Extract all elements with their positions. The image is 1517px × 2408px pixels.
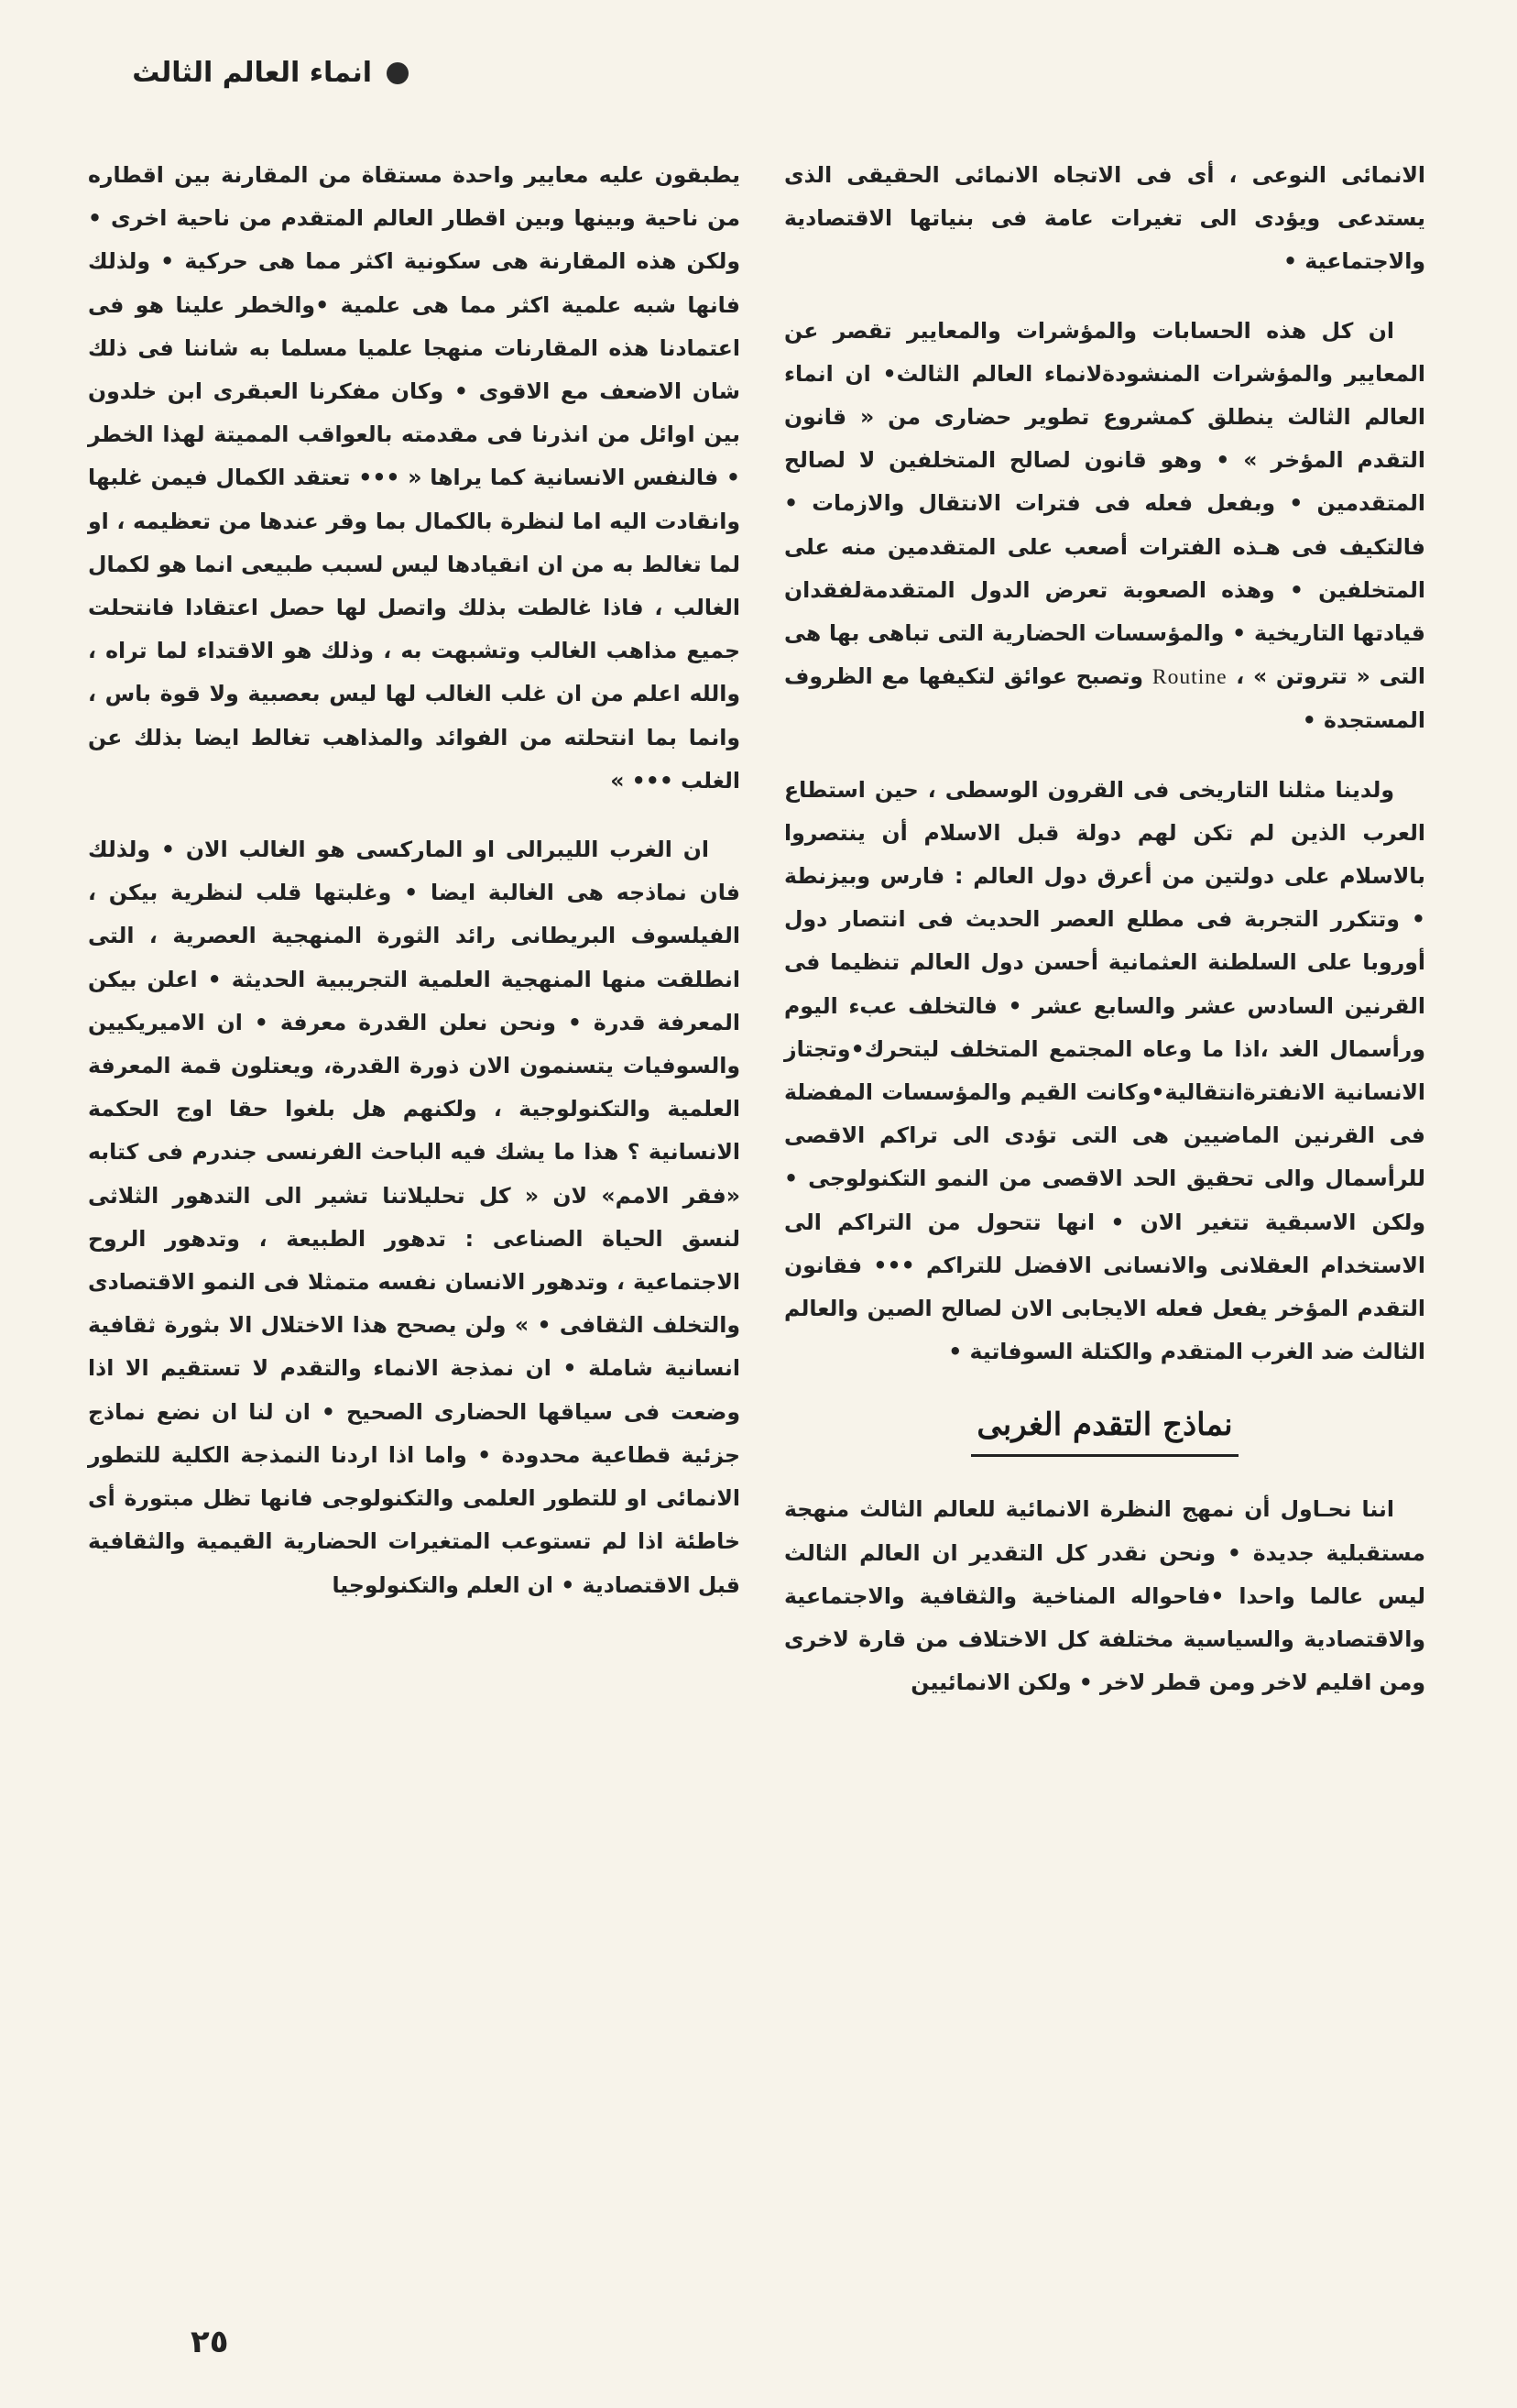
- paragraph: ان الغرب الليبرالى او الماركسى هو الغالب الان • ولذلك فان نماذجه هى الغالبة ايضا • وغلبتها قلب لنظرية بيكن ، الفيلسوف البريطانى رائد الثورة المنهجية العصرية ، التى انطلقت منها المنهجية العلمية التجريبية الحديثة • اعلن بيكن المعرفة قدرة • ونحن نعلن القدرة معرفة • ان الاميريكيين والسوفيات يتسنمون الان ذورة القدرة، ويعتلون قمة المعرفة العلمية والتكنولوجية ، ولكنهم هل بلغوا حقا اوج الحكمة الانسانية ؟ هذا ما يشك فيه الباحث الفرنسى جندرم فى كتابه «فقر الامم» لان « كل تحليلاتنا تشير الى التدهور الثلاثى لنسق الحياة الصناعى : تدهور الطبيعة ، وتدهور الروح الاجتماعية ، وتدهور الانسان نفسه متمثلا فى النمو الاقتصادى والتخلف الثقافى • » ولن يصحح هذا الاختلال الا بثورة ثقافية انسانية شاملة • ان نمذجة الانماء والتقدم لا تستقيم الا اذا وضعت فى سياقها الحضارى الصحيح • ان لنا ان نضع نماذج جزئية قطاعية محدودة • واما اذا اردنا النمذجة الكلية للتطور الانمائى او للتطور العلمى والتكنولوجى فانها تظل مبتورة أى خاطئة اذا لم تستوعب المتغيرات الحضارية القيمية والثقافية قبل الاقتصادية • ان العلم والتكنولوجيا: [88, 837, 740, 1598]
- page-number: ٢٥: [191, 2324, 229, 2360]
- bullet-icon: [387, 62, 409, 84]
- right-column: [784, 154, 1425, 1731]
- paragraph: اننا نحـاول أن نمهج النظرة الانمائية للعالم الثالث منهجة مستقبلية جديدة • ونحن نقدر كل التقدير ان العالم الثالث ليس عالما واحدا •فاحواله المناخية والثقافية والاجتماعية والاقتصادية والسياسية مختلفة كل الاختلاف من قارة لاخرى ومن اقليم لاخر ومن قطر لاخر • ولكن الانمائيين: [784, 1496, 1425, 1696]
- paragraph-text: ان كل هذه الحسابات والمؤشرات والمعايير تقصر عن المعايير والمؤشرات المنشودةلانماء العالم الثالث• ان انماء العالم الثالث ينطلق كمشروع تطوير حضارى من « قانون التقدم المؤخر » • وهو قانون لصالح المتخلفين لا لصالح المتقدمين • وبفعل فعله فى فترات الانتقال والازمات • فالتكيف فى هـذه الفترات أصعب على المتقدمين منه على المتخلفين • وهذه الصعوبة تعرض الدول المتقدمةلفقدان قيادتها التاريخية • والمؤسسات الحضارية التى تباهى بها هى التى « تتروتن » ،: [784, 317, 1425, 690]
- paragraph: ولدينا مثلنا التاريخى فى القرون الوسطى ، حين استطاع العرب الذين لم تكن لهم دولة قبل الاسلام أن ينتصروا بالاسلام على دولتين من أعرق دول العالم : فارس وبيزنطة • وتتكرر التجربة فى مطلع العصر الحديث فى انتصار دول أوروبا على السلطنة العثمانية أحسن دول العالم تنظيما فى القرنين السادس عشر والسابع عشر • فالتخلف عبء اليوم ورأسمال الغد ،اذا ما وعاه المجتمع المتخلف ليتحرك•وتجتاز الانسانية الانفترةانتقالية•وكانت القيم والمؤسسات المفضلة فى القرنين الماضيين هى التى تؤدى الى تراكم الاقصى للرأسمال والى تحقيق الحد الاقصى من النمو التكنولوجى • ولكن الاسبقية تتغير الان • انها تتحول من التراكم الى الاستخدام العقلانى والانسانى الافضل للتراكم ••• فقانون التقدم المؤخر يفعل فعله الايجابى الان لصالح الصين والعالم الثالث ضد الغرب المتقدم والكتلة السوفاتية •: [784, 776, 1425, 1365]
- latin-term: Routine: [1151, 665, 1228, 690]
- running-header: [132, 57, 409, 89]
- paragraph-text: وتصبح عوائق لتكيفها مع الظروف المستجدة •: [784, 663, 1425, 734]
- section-heading: [784, 1401, 1425, 1457]
- paragraph: [784, 310, 1425, 743]
- left-column: [88, 154, 740, 1633]
- section-title: انماء العالم الثالث: [132, 57, 372, 89]
- paragraph: الانمائى النوعى ، أى فى الاتجاه الانمائى الحقيقى الذى يستدعى ويؤدى الى تغيرات عامة فى بنياتها الاقتصادية والاجتماعية •: [784, 162, 1425, 275]
- paragraph: يطبقون عليه معايير واحدة مستقاة من المقارنة بين اقطاره من ناحية وبينها وبين اقطار العالم المتقدم من ناحية اخرى • ولكن هذه المقارنة هى سكونية اكثر مما هى حركية • ولذلك فانها شبه علمية اكثر مما هى علمية •والخطر علينا هو فى اعتمادنا هذه المقارنات منهجا علميا مسلما به شاننا فى ذلك شان الاضعف مع الاقوى • وكان مفكرنا العبقرى ابن خلدون بين اوائل من انذرنا فى مقدمته بالعواقب المميتة لهذا الخطر • فالنفس الانسانية كما يراها « ••• تعتقد الكمال فيمن غلبها وانقادت اليه اما لنظرة بالكمال بما وقر عندها من تعظيمه ، او لما تغالط به من ان انقيادها ليس لسبب طبيعى انما هو لكمال الغالب ، فاذا غالطت بذلك واتصل لها حصل اعتقادا فانتحلت جميع مذاهب الغالب وتشبهت به ، وذلك هو الاقتداء لما تراه ، والله اعلم من ان غلب الغالب لها ليس بعصبية ولا قوة باس ، وانما بما انتحلته من الفوائد والمذاهب تغالط ايضا بذلك عن الغلب ••• »: [88, 162, 740, 794]
- section-heading-text: نماذج التقدم الغربى: [971, 1401, 1238, 1457]
